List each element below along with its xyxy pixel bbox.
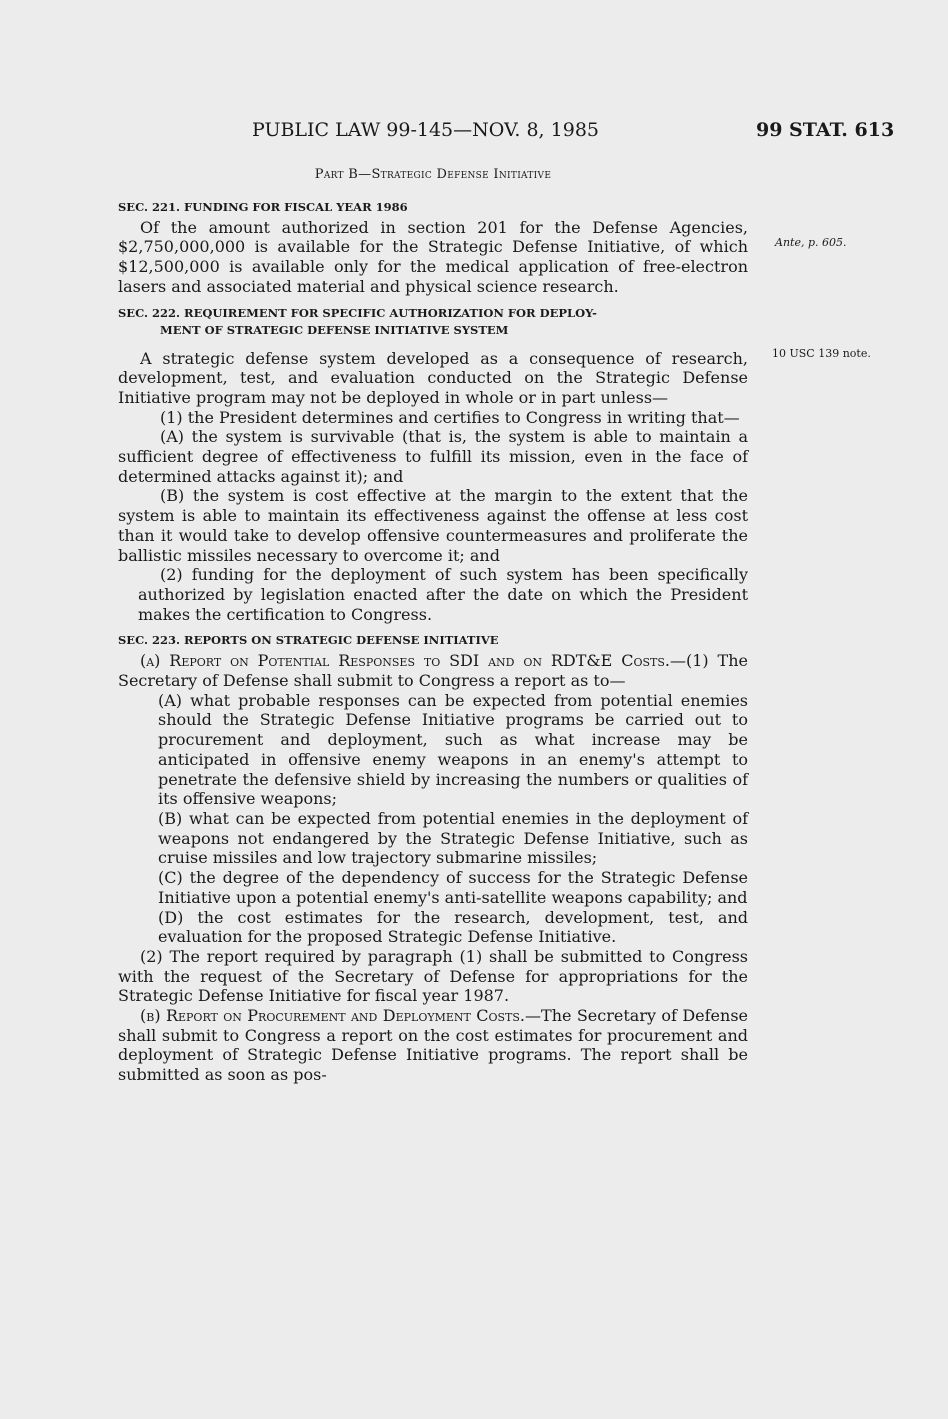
section-222-heading-line1: SEC. 222. REQUIREMENT FOR SPECIFIC AUTHORIZATION FOR DEPLOY- [118, 305, 597, 320]
page-header [0, 119, 948, 145]
section-222-para-B: (B) the system is cost effective at the margin to the extent that the system is able to maintain its effectiveness against the offense at less cost than it would take to develop offensive countermeasures and proliferate the ballistic missiles necessary to overcome it; and [118, 486, 748, 565]
running-title: PUBLIC LAW 99-145—NOV. 8, 1985 [252, 119, 599, 141]
section-223-para-A: (A) what probable responses can be expected from potential enemies should the Strategic Defense Initiative programs be carried out to procurement and deployment, such as what increase may be anticipated in offensive enemy weapons in an enemy's attempt to penetrate the defensive shield by increasing the numbers or qualities of its offensive weapons; [158, 690, 748, 809]
margin-note-usc: 10 USC 139 note. [772, 347, 871, 360]
section-222-heading [118, 305, 748, 339]
section-222-para-1: (1) the President determines and certifies to Congress in writing that— [160, 407, 740, 427]
section-222-heading-line2: MENT OF STRATEGIC DEFENSE INITIATIVE SYSTEM [160, 322, 509, 337]
section-223-subsection-a [118, 651, 748, 690]
section-221-text: Of the amount authorized in section 201 for the Defense Agencies, $2,750,000,000 is available for the Strategic Defense Initiative, of which $12,500,000 is available only for the medical application of free-electron lasers and associated material and physical science research. [118, 217, 748, 296]
section-223-para-C: (C) the degree of the dependency of success for the Strategic Defense Initiative upon a potential enemy's anti-satellite weapons capability; and [158, 868, 748, 907]
section-222-para-A: (A) the system is survivable (that is, the system is able to maintain a sufficient degree of effectiveness to fulfill its mission, even in the face of determined attacks against it); and [118, 427, 748, 486]
subsection-a-caption: (a) Report on Potential Responses to SDI and on RDT&E Costs. [140, 651, 670, 671]
section-221-heading: SEC. 221. FUNDING FOR FISCAL YEAR 1986 [118, 199, 408, 214]
section-223-para-B: (B) what can be expected from potential enemies in the deployment of weapons not endangered by the Strategic Defense Initiative, such as cruise missiles and low trajectory submarine missiles; [158, 808, 748, 868]
body-text [118, 165, 748, 1085]
section-223-para-D: (D) the cost estimates for the research, development, test, and evaluation for the proposed Strategic Defense Initiative. [158, 907, 748, 947]
section-222-para-2: (2) funding for the deployment of such system has been specifically authorized by legislation enacted after the date on which the President makes the certification to Congress. [138, 565, 748, 624]
section-223-subsection-b [118, 1006, 748, 1085]
part-heading: Part B—Strategic Defense Initiative [314, 167, 552, 182]
section-223-heading: SEC. 223. REPORTS ON STRATEGIC DEFENSE INITIATIVE [118, 633, 499, 648]
section-222-intro: A strategic defense system developed as a consequence of research, development, test, and evaluation conducted on the Strategic Defense Initiative program may not be deployed in whole or in part unless— [118, 348, 748, 407]
subsection-b-text: —The Secretary of Defense shall submit to Congress a report on the cost estimates for procurement and deployment of Strategic Defense Initiative programs. The report shall be submitted as soon as pos- [118, 1006, 749, 1085]
statute-page-number: 99 STAT. 613 [756, 119, 895, 141]
subsection-a-text: —(1) The Secretary of Defense shall submit to Congress a report as to— [118, 651, 748, 691]
margin-note-ante: Ante, p. 605. [775, 236, 847, 249]
subsection-b-caption: (b) Report on Procurement and Deployment Costs. [140, 1006, 526, 1026]
section-223-para-2: (2) The report required by paragraph (1) shall be submitted to Congress with the request of the Secretary of Defense for appropriations for the Strategic Defense Initiative for fiscal year 1987. [118, 946, 748, 1006]
